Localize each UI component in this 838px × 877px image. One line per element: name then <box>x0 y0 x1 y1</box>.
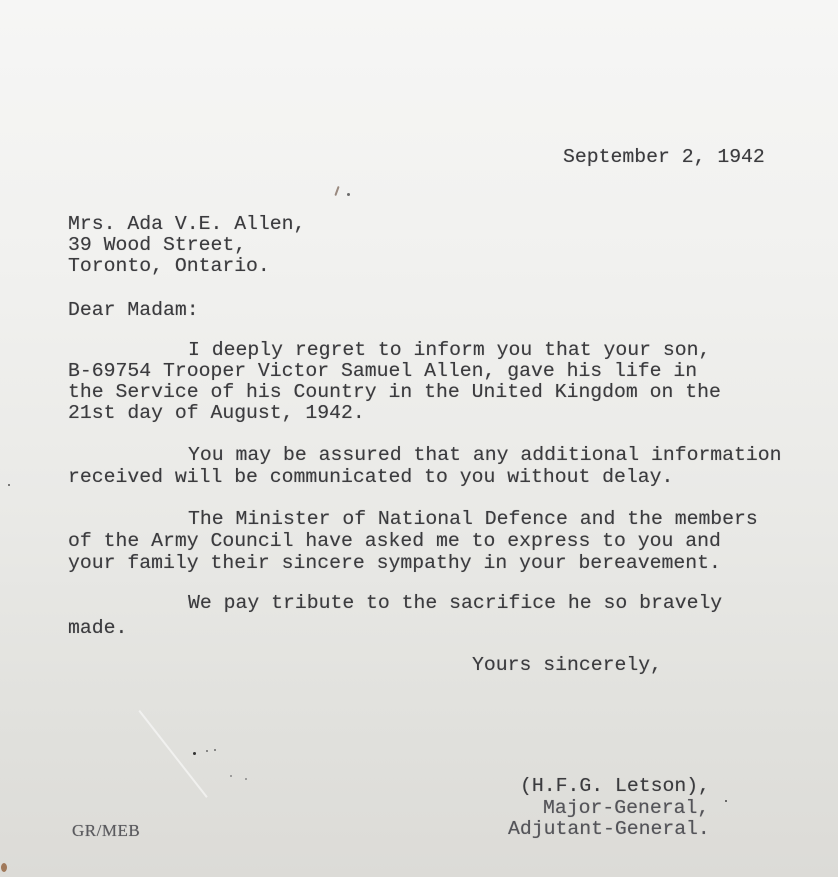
reference-initials: GR/MEB <box>72 821 141 840</box>
signatory-rank: Major-General, <box>543 797 710 819</box>
paragraph-line: the Service of his Country in the United Kingdom on the <box>68 381 721 403</box>
paper-speck <box>206 750 208 752</box>
paragraph-line: The Minister of National Defence and the members <box>188 508 758 530</box>
signatory-title: Adjutant-General. <box>508 818 710 840</box>
paragraph-line: 21st day of August, 1942. <box>68 402 365 424</box>
paragraph-line: We pay tribute to the sacrifice he so bravely <box>188 592 723 614</box>
paper-speck <box>193 752 196 755</box>
paragraph-line: I deeply regret to inform you that your son, <box>188 339 711 361</box>
recipient-name: Mrs. Ada V.E. Allen, <box>68 213 306 235</box>
recipient-city: Toronto, Ontario. <box>68 255 270 277</box>
recipient-street: 39 Wood Street, <box>68 234 247 256</box>
paragraph-line: B-69754 Trooper Victor Samuel Allen, gave his life in <box>68 360 698 382</box>
salutation: Dear Madam: <box>68 299 199 321</box>
paper-speck <box>245 778 247 780</box>
paper-stain <box>1 863 7 872</box>
paragraph-line: of the Army Council have asked me to express to you and <box>68 530 721 552</box>
paper-speck <box>334 186 339 196</box>
paper-speck <box>725 800 727 802</box>
paper-speck <box>8 484 10 486</box>
closing: Yours sincerely, <box>472 654 662 676</box>
paragraph-line: your family their sincere sympathy in your bereavement. <box>68 552 721 574</box>
signatory-name: (H.F.G. Letson), <box>520 775 710 797</box>
paper-speck <box>230 775 232 777</box>
paragraph-line: received will be communicated to you without delay. <box>68 466 674 488</box>
letter-date: September 2, 1942 <box>563 146 765 168</box>
paragraph-line: made. <box>68 617 128 639</box>
paper-speck <box>347 193 350 196</box>
paper-crease <box>138 710 207 798</box>
paper-speck <box>214 749 216 751</box>
paragraph-line: You may be assured that any additional information <box>188 444 782 466</box>
